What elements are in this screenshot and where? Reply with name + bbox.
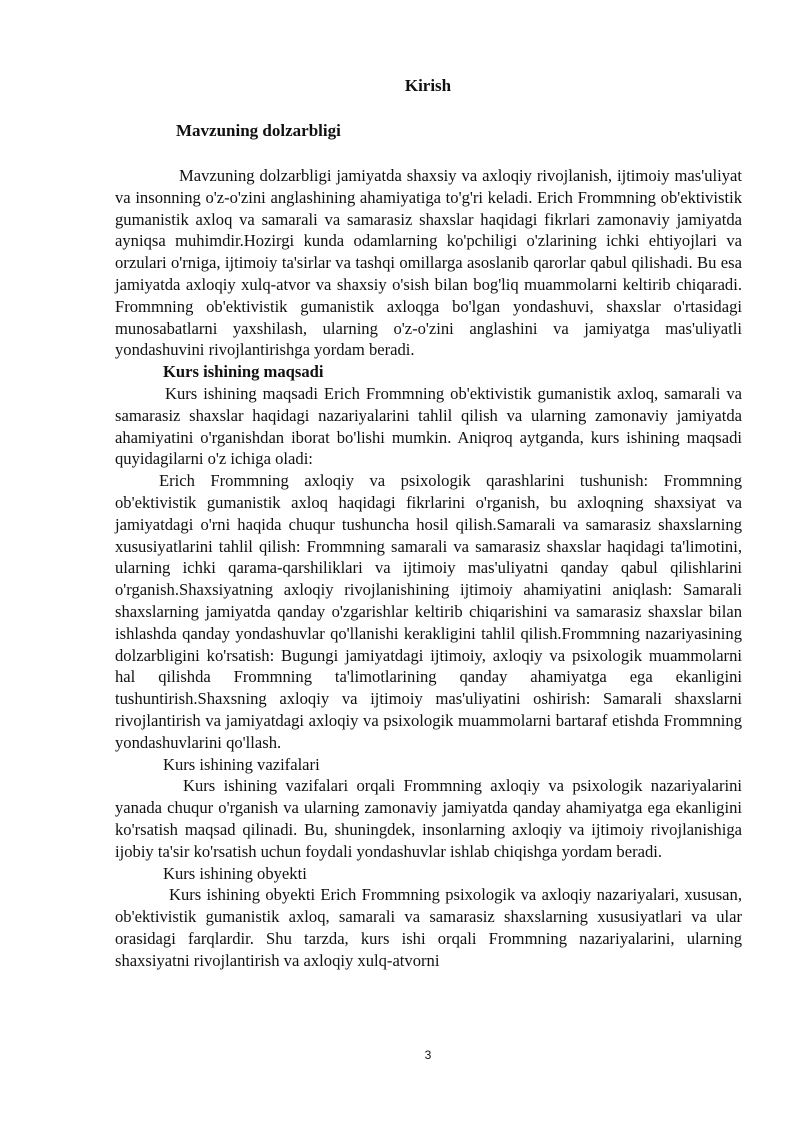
- heading-tasks: Kurs ishining vazifalari: [163, 754, 320, 774]
- section-heading-relevance: Mavzuning dolzarbligi: [176, 121, 341, 140]
- heading-object: Kurs ishining obyekti: [163, 863, 307, 883]
- paragraph-goal: Kurs ishining maqsadi Erich Frommning ob'ektivistik gumanistik axloq, samarali va samarasiz shaxslar haqidagi nazariyalarini tahlil qilish va ularning zamonaviy jamiyatda ahamiyatini o'rganishdan iborat bo'lishi mumkin. Aniqroq aytganda, kurs ishining maqsadi quyidagilarni o'z ichiga oladi:: [115, 383, 742, 469]
- paragraph-tasks: Kurs ishining vazifalari orqali Frommning axloqiy va psixologik nazariyalarini yanada chuqur o'rganish va ularning zamonaviy jamiyatda qanday ahamiyatga ega ekanligini ko'rsatish maqsad qilinadi. Bu, shuningdek, insonlarning axloqiy va ijtimoiy rivojlanishiga ijobiy ta'sir ko'rsatish uchun foydali yondashuvlar ishlab chiqishga yordam beradi.: [115, 776, 742, 861]
- paragraph-goal-list: Erich Frommning axloqiy va psixologik qarashlarini tushunish: Frommning ob'ektivistik gumanistik axloq haqidagi fikrlarini o'rganish, bu axloqning shaxsiyat va jamiyatdagi o'rni haqida chuqur tushuncha hosil qilish.Samarali va samarasiz shaxslarning xususiyatlarini tahlil qilish: Frommning samarali va samarasiz shaxslar haqidagi ta'limotini, ularning ichki qarama-qarshiliklari va ijtimoiy mas'uliyatni qanday qabul qilishlarini o'rganish.Shaxsiyatning axloqiy rivojlanishining ijtimoiy ahamiyatini aniqlash: Samarali shaxslarning jamiyatda qanday o'zgarishlar keltirib chiqarishini va samarasiz shaxslar bilan ishlashda qanday yondashuvlar qo'llanishi kerakligini tahlil qilish.Frommning nazariyasining dolzarbligini ko'rsatish: Bugungi jamiyatdagi ijtimoiy, axloqiy va psixologik muammolarni hal qilishda Frommning ta'limotlarining qanday ahamiyatga ega ekanligini tushuntirish.Shaxsning axloqiy va ijtimoiy mas'uliyatini oshirish: Samarali shaxslarni rivojlantirish va jamiyatdagi axloqiy va psixologik muammolarni bartaraf etishda Frommning yondashuvlarini qo'llash.: [115, 471, 742, 752]
- page-title: Kirish: [404, 76, 452, 95]
- body-text: [115, 165, 742, 971]
- page-number: 3: [424, 1048, 432, 1062]
- heading-goal: Kurs ishining maqsadi: [163, 362, 324, 382]
- paragraph-relevance: Mavzuning dolzarbligi jamiyatda shaxsiy va axloqiy rivojlanish, ijtimoiy mas'uliyat va insonning o'z-o'zini anglashining ahamiyatiga to'g'ri keladi. Erich Frommning ob'ektivistik gumanistik axloq va samarali va samarasiz shaxslar haqidagi fikrlari zamonaviy jamiyatda ayniqsa muhimdir.Hozirgi kunda odamlarning ko'pchiligi o'zlarining ichki ehtiyojlari va orzulari o'rniga, ijtimoiy ta'sirlar va tashqi omillarga asoslanib qarorlar qabul qilishadi. Bu esa jamiyatda axloqiy xulq-atvor va shaxsiy o'sish bilan bog'liq muammolarni keltirib chiqaradi. Frommning ob'ektivistik gumanistik axloqga bo'lgan yondashuvi, shaxslar o'rtasidagi munosabatlarni yaxshilash, ularning o'z-o'zini anglashini va jamiyatga mas'uliyatli yondashuvini rivojlantirishga yordam beradi.: [115, 166, 742, 360]
- paragraph-object: Kurs ishining obyekti Erich Frommning psixologik va axloqiy nazariyalari, xususan, ob'ektivistik gumanistik axloq, samarali va samarasiz shaxslarning xususiyatlari va ular orasidagi farqlardir. Shu tarzda, kurs ishi orqali Frommning nazariyalarini, ularning shaxsiyatni rivojlantirish va axloqiy xulq-atvorni: [115, 885, 742, 970]
